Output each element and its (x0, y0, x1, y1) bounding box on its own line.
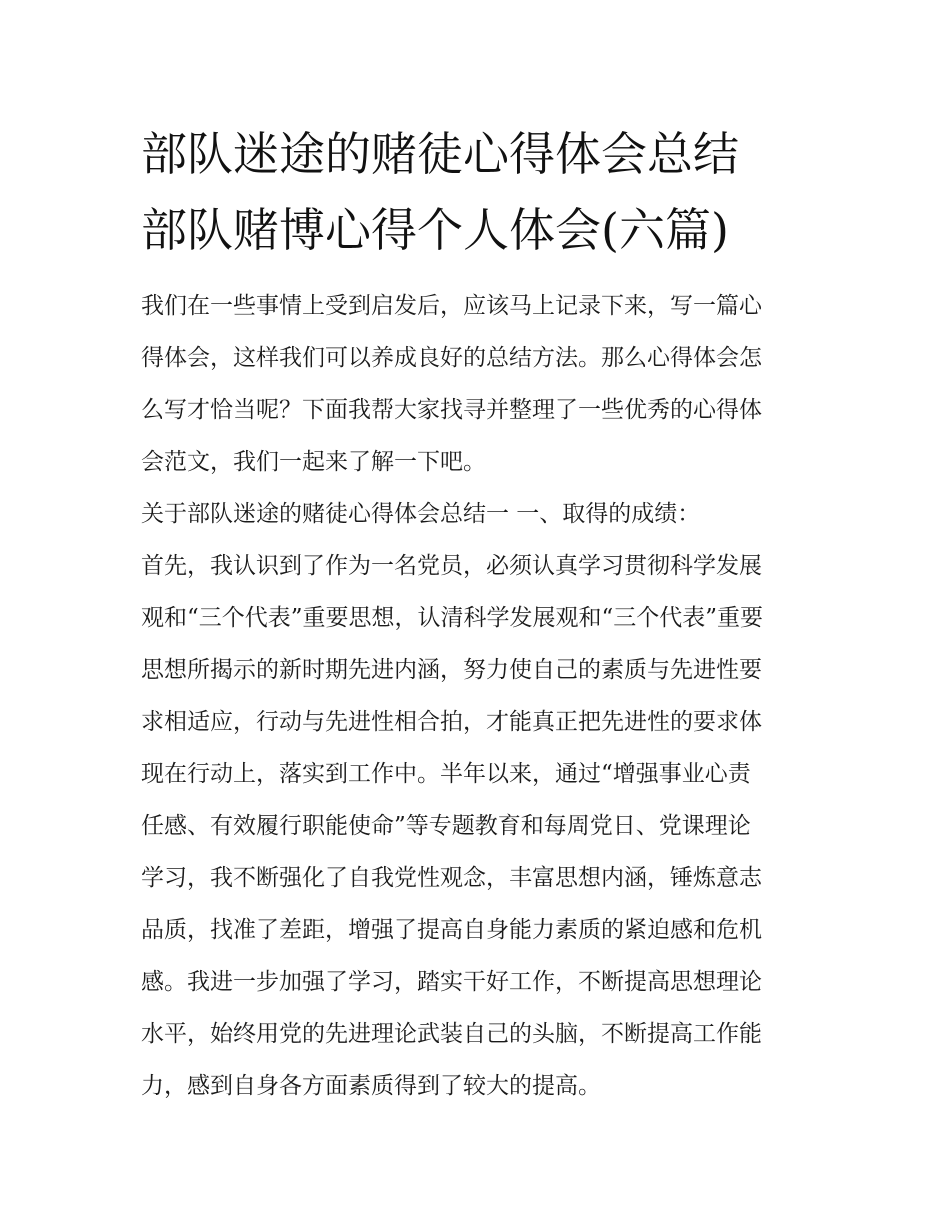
section-heading (141, 488, 821, 540)
text-line: 求相适应，行动与先进性相合拍，才能真正把先进性的要求体 (141, 709, 762, 735)
text-line: 任感、有效履行职能使命”等专题教育和每周党日、党课理论 (141, 813, 751, 839)
intro-paragraph (141, 280, 821, 488)
text-line: 品质，找准了差距，增强了提高自身能力素质的紧迫感和危机 (141, 917, 762, 943)
text-line: 学习，我不断强化了自我党性观念，丰富思想内涵，锤炼意志 (141, 865, 762, 891)
text-line: 观和“三个代表”重要思想，认清科学发展观和“三个代表”重要 (141, 605, 764, 631)
text-line: 现在行动上，落实到工作中。半年以来，通过“增强事业心责 (141, 761, 751, 787)
title-line: 部队赌博心得个人体会(六篇) (141, 203, 729, 257)
title-line: 部队迷途的赌徒心得体会总结 (141, 127, 739, 181)
text-line: 我们在一些事情上受到启发后，应该马上记录下来，写一篇心 (141, 293, 762, 319)
text-line: 首先，我认识到了作为一名党员，必须认真学习贯彻科学发展 (141, 553, 762, 579)
text-line: 感。我进一步加强了学习，踏实干好工作，不断提高思想理论 (141, 969, 762, 995)
text-line: 么写才恰当呢？下面我帮大家找寻并整理了一些优秀的心得体 (141, 397, 762, 423)
text-line: 水平，始终用党的先进理论武装自己的头脑，不断提高工作能 (141, 1021, 762, 1047)
text-line: 力，感到自身各方面素质得到了较大的提高。 (141, 1073, 601, 1099)
document-body (141, 280, 821, 1112)
text-line: 得体会，这样我们可以养成良好的总结方法。那么心得体会怎 (141, 345, 762, 371)
text-line: 思想所揭示的新时期先进内涵，努力使自己的素质与先进性要 (141, 657, 762, 683)
section-paragraph (141, 540, 821, 1112)
text-line: 关于部队迷途的赌徒心得体会总结一 一、取得的成绩： (141, 501, 701, 527)
document-title (141, 116, 821, 268)
text-line: 会范文，我们一起来了解一下吧。 (141, 449, 486, 475)
